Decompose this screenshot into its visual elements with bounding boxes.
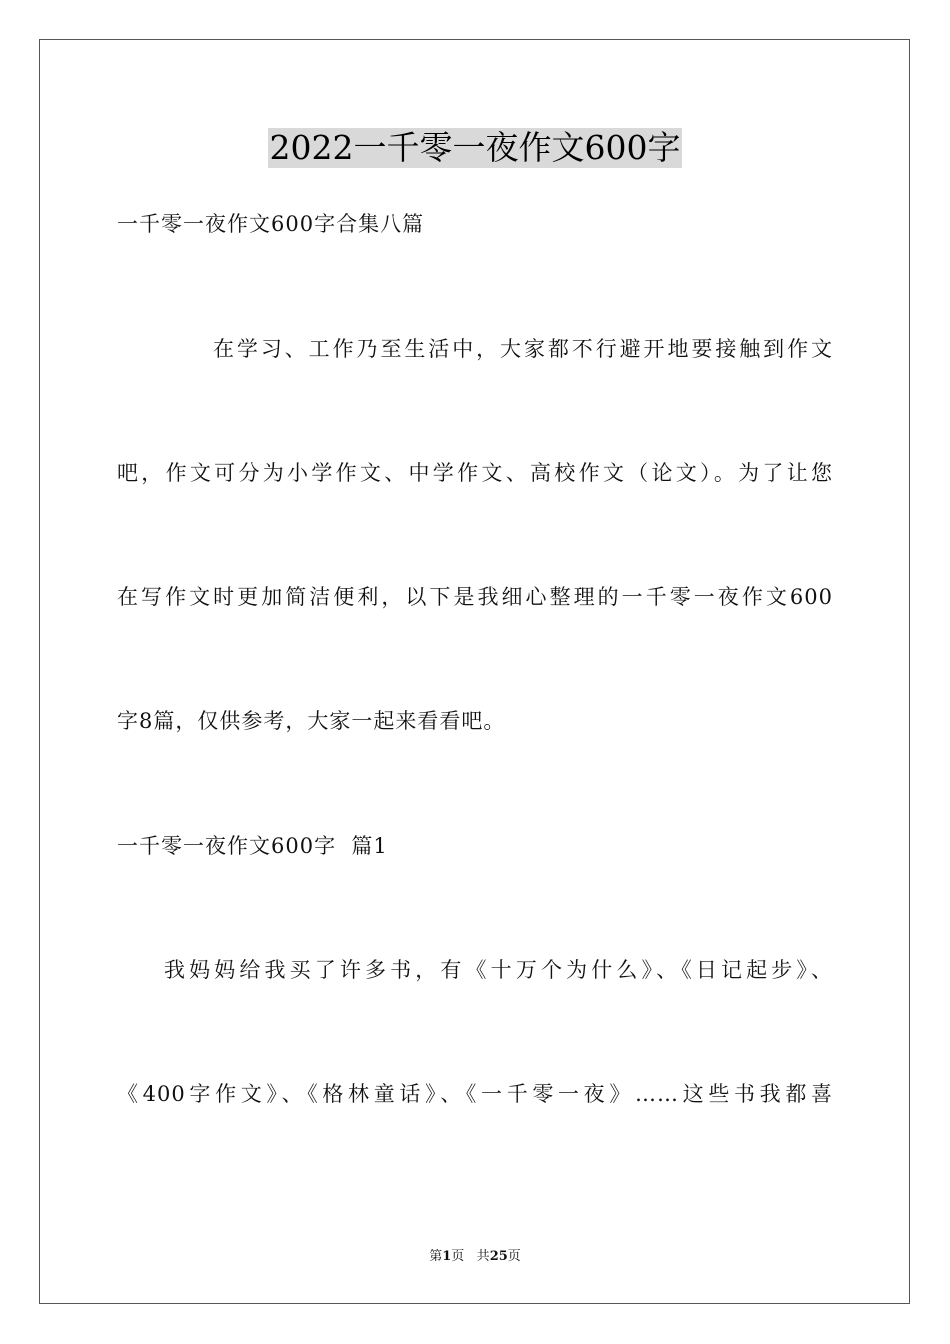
section-heading: 一千零一夜作文600字 篇1 <box>117 834 388 858</box>
page-prefix: 第 <box>429 1249 443 1264</box>
page-footer <box>0 1248 950 1266</box>
page-suffix: 页 <box>451 1249 465 1264</box>
intro-line-3: 在写作文时更加简洁便利，以下是我细心整理的一千零一夜作文600 <box>117 585 833 609</box>
body-line-2: 《400字作文》、《格林童话》、《一千零一夜》……这些书我都喜 <box>117 1082 833 1106</box>
page-number-current: 1 <box>442 1249 452 1264</box>
document-subtitle: 一千零一夜作文600字合集八篇 <box>117 212 425 236</box>
intro-line-1: 在学习、工作乃至生活中，大家都不行避开地要接触到作文 <box>213 337 833 361</box>
title-container <box>0 128 950 168</box>
body-line-1: 我妈妈给我买了许多书，有《十万个为什么》、《日记起步》、 <box>164 958 833 982</box>
total-prefix: 共 <box>476 1249 490 1264</box>
document-title: 2022一千零一夜作文600字 <box>269 128 681 167</box>
page-number-total: 25 <box>489 1249 508 1264</box>
total-suffix: 页 <box>507 1249 521 1264</box>
intro-line-2: 吧，作文可分为小学作文、中学作文、高校作文（论文）。为了让您 <box>117 461 833 485</box>
intro-line-4: 字8篇，仅供参考，大家一起来看看吧。 <box>117 709 506 733</box>
